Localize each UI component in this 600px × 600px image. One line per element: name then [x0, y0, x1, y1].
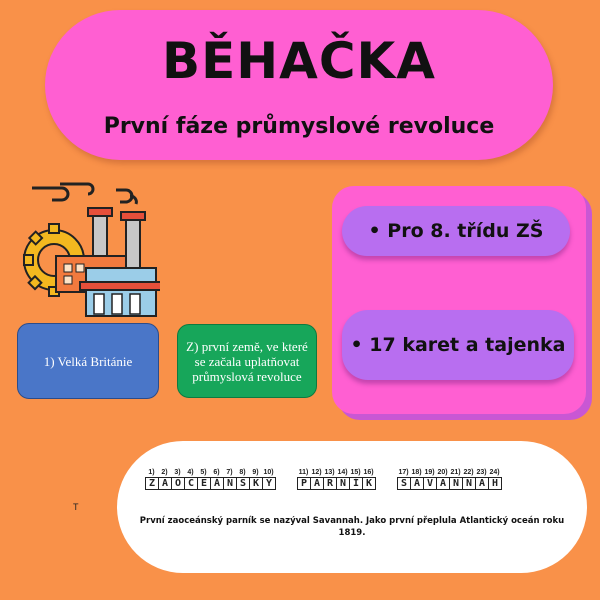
puzzle-letter: Í: [350, 478, 363, 489]
page-subtitle: První fáze průmyslové revoluce: [103, 114, 495, 139]
puzzle-number: 17): [398, 469, 409, 476]
puzzle-number: 10): [263, 469, 274, 476]
puzzle-letter: Á: [211, 478, 224, 489]
puzzle-letters: [297, 477, 376, 490]
puzzle-number: 1): [148, 469, 155, 476]
puzzle-letter: A: [476, 478, 489, 489]
answer-explanation: První zaoceánský parník se nazýval Savannah. Jako první přeplula Atlantický oceán roku 1819.: [139, 516, 565, 538]
puzzle-number: 24): [489, 469, 500, 476]
puzzle-letter: V: [424, 478, 437, 489]
puzzle-letter: S: [398, 478, 411, 489]
puzzle-number: 6): [213, 469, 220, 476]
puzzle-letter: E: [198, 478, 211, 489]
puzzle-number: 23): [476, 469, 487, 476]
puzzle-number: 21): [450, 469, 461, 476]
puzzle-group-3: [397, 469, 502, 490]
puzzle-number: 11): [298, 469, 309, 476]
puzzle-number: 4): [187, 469, 194, 476]
puzzle-number: 7): [226, 469, 233, 476]
puzzle-number: 3): [174, 469, 181, 476]
puzzle-number: 2): [161, 469, 168, 476]
puzzle-letter: Ý: [265, 478, 273, 489]
puzzle-numbers: [145, 469, 276, 476]
puzzle-letter: N: [463, 478, 476, 489]
puzzle-number: 15): [350, 469, 361, 476]
puzzle-letters: [397, 477, 502, 490]
stray-mark: T: [73, 502, 79, 512]
puzzle-letters: [145, 477, 276, 490]
info-box: [332, 186, 586, 414]
puzzle-number: 20): [437, 469, 448, 476]
puzzle-letter: N: [337, 478, 350, 489]
puzzle-letter: S: [237, 478, 250, 489]
puzzle-letter: P: [298, 478, 311, 489]
puzzle-letter: A: [311, 478, 324, 489]
puzzle-number: 5): [200, 469, 207, 476]
puzzle-letter: N: [224, 478, 237, 489]
info-cards-pill: • 17 karet a tajenka: [342, 310, 574, 380]
puzzle-numbers: [297, 469, 376, 476]
puzzle-letter: O: [172, 478, 185, 489]
answer-panel: [117, 441, 587, 573]
puzzle-number: 8): [239, 469, 246, 476]
card-first-country-clue: Z) první země, ve které se začala uplatňovat průmyslová revoluce: [177, 324, 317, 398]
puzzle-number: 19): [424, 469, 435, 476]
info-grade-pill: • Pro 8. třídu ZŠ: [342, 206, 570, 256]
factory-icon: [20, 182, 160, 322]
card-velka-britanie: 1) Velká Británie: [17, 323, 159, 399]
puzzle-letter: Z: [146, 478, 159, 489]
puzzle-numbers: [397, 469, 502, 476]
puzzle-letter: A: [411, 478, 424, 489]
puzzle-letter: K: [365, 478, 373, 489]
puzzle-group-2: [297, 469, 376, 490]
title-banner: [45, 10, 553, 160]
puzzle-letter: C: [185, 478, 198, 489]
puzzle-letter: K: [250, 478, 263, 489]
puzzle-number: 12): [311, 469, 322, 476]
puzzle-letter: R: [324, 478, 337, 489]
puzzle-number: 18): [411, 469, 422, 476]
page-title: BĚHAČKA: [162, 32, 436, 90]
puzzle-letter: H: [491, 478, 499, 489]
puzzle-number: 9): [252, 469, 259, 476]
puzzle-number: 16): [363, 469, 374, 476]
puzzle-number: 14): [337, 469, 348, 476]
puzzle-group-1: [145, 469, 276, 490]
puzzle-letter: A: [159, 478, 172, 489]
puzzle-number: 13): [324, 469, 335, 476]
puzzle-letter: N: [450, 478, 463, 489]
puzzle-number: 22): [463, 469, 474, 476]
puzzle-letter: A: [437, 478, 450, 489]
